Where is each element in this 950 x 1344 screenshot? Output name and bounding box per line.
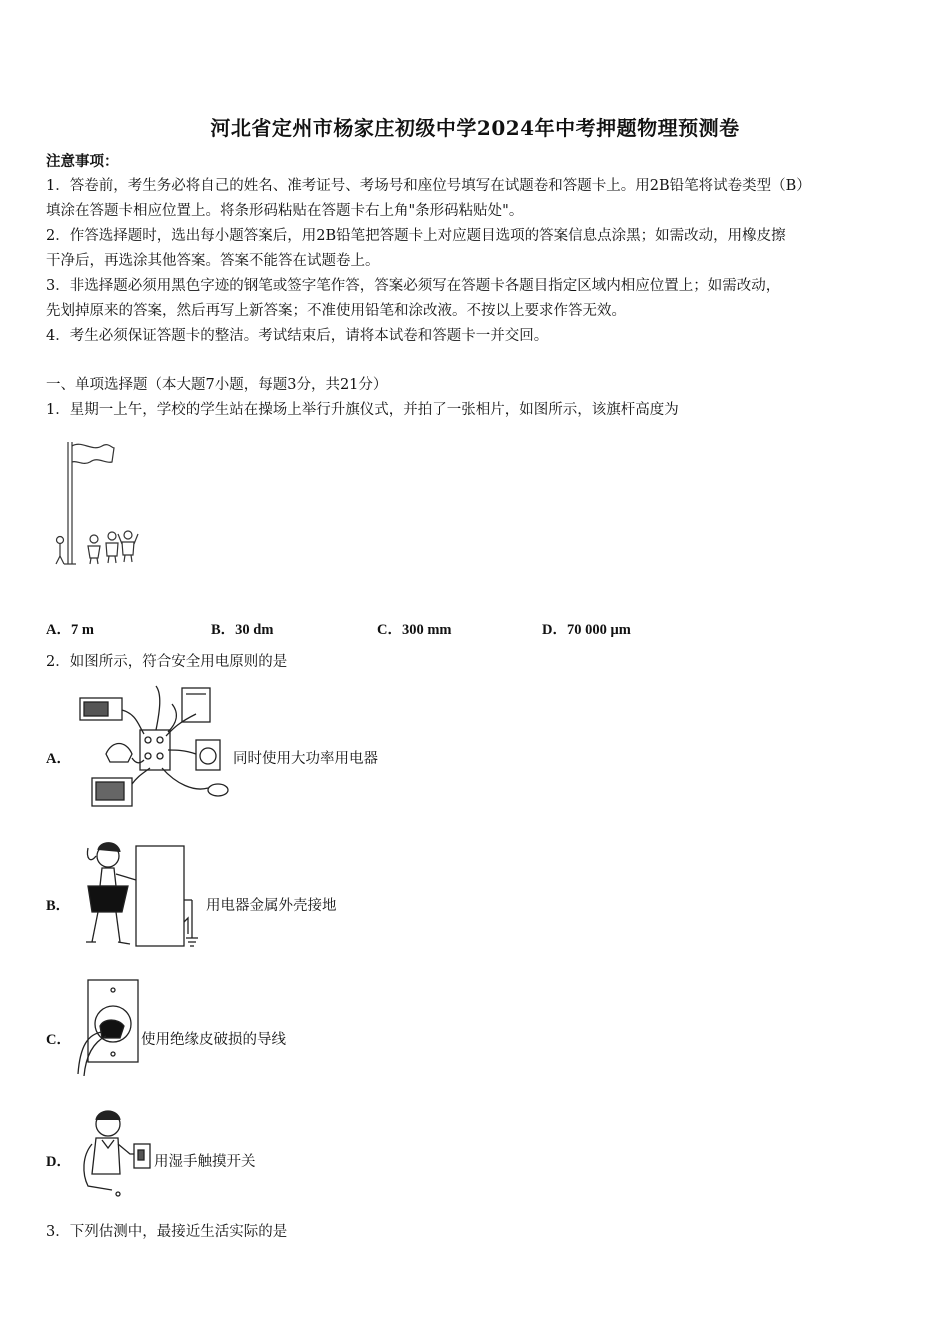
- q2-option-c-letter: C．: [46, 1032, 71, 1048]
- q2-option-a-letter: A．: [46, 751, 71, 767]
- q1-option-b: B．30 dm: [211, 622, 274, 638]
- q2-option-a-text: 同时使用大功率用电器: [233, 751, 378, 767]
- notice-line-7: 4．考生必须保证答题卡的整洁。考试结束后，请将本试卷和答题卡一并交回。: [46, 328, 549, 344]
- notice-line-1: 1．答卷前，考生务必将自己的姓名、准考证号、考场号和座位号填写在试题卷和答题卡上。用2B铅笔将试卷类型（B）: [46, 178, 811, 194]
- grounded-appliance-figure: [76, 838, 208, 956]
- q2-option-b-letter: B．: [46, 898, 71, 914]
- wet-hand-switch-figure: [72, 1104, 156, 1200]
- flagpole-figure: [50, 436, 145, 571]
- q1-option-c: C．300 mm: [377, 622, 452, 638]
- notice-heading: 注意事项：: [46, 153, 119, 170]
- notice-line-3: 2．作答选择题时，选出每小题答案后，用2B铅笔把答题卡上对应题目选项的答案信息点涂黑；如需改动，用橡皮擦: [46, 228, 786, 244]
- section-heading: 一、单项选择题（本大题7小题，每题3分，共21分）: [46, 377, 388, 393]
- q1-stem: 1．星期一上午，学校的学生站在操场上举行升旗仪式，并拍了一张相片，如图所示，该旗杆高度为: [46, 402, 679, 418]
- notice-line-2: 填涂在答题卡相应位置上。将条形码粘贴在答题卡右上角"条形码粘贴处"。: [46, 203, 524, 219]
- q2-stem: 2．如图所示，符合安全用电原则的是: [46, 654, 288, 670]
- notice-line-4: 干净后，再选涂其他答案。答案不能答在试题卷上。: [46, 253, 380, 269]
- notice-line-5: 3．非选择题必须用黑色字迹的钢笔或签字笔作答，答案必须写在答题卡各题目指定区域内相应位置上；如需改动，: [46, 278, 781, 294]
- q3-stem: 3．下列估测中，最接近生活实际的是: [46, 1224, 288, 1240]
- q2-option-d-letter: D．: [46, 1154, 71, 1170]
- q2-option-c-text: 使用绝缘皮破损的导线: [141, 1032, 286, 1048]
- q2-option-b-text: 用电器金属外壳接地: [206, 898, 337, 914]
- notice-line-6: 先划掉原来的答案，然后再写上新答案；不准使用铅笔和涂改液。不按以上要求作答无效。: [46, 303, 626, 319]
- q2-option-d-text: 用湿手触摸开关: [154, 1154, 256, 1170]
- overloaded-socket-figure: [76, 684, 236, 812]
- damaged-wire-figure: [72, 974, 142, 1080]
- q1-option-a: A．7 m: [46, 622, 94, 638]
- page-title: 河北省定州市杨家庄初级中学2024年中考押题物理预测卷: [210, 116, 740, 140]
- q1-option-d: D．70 000 μm: [542, 622, 631, 638]
